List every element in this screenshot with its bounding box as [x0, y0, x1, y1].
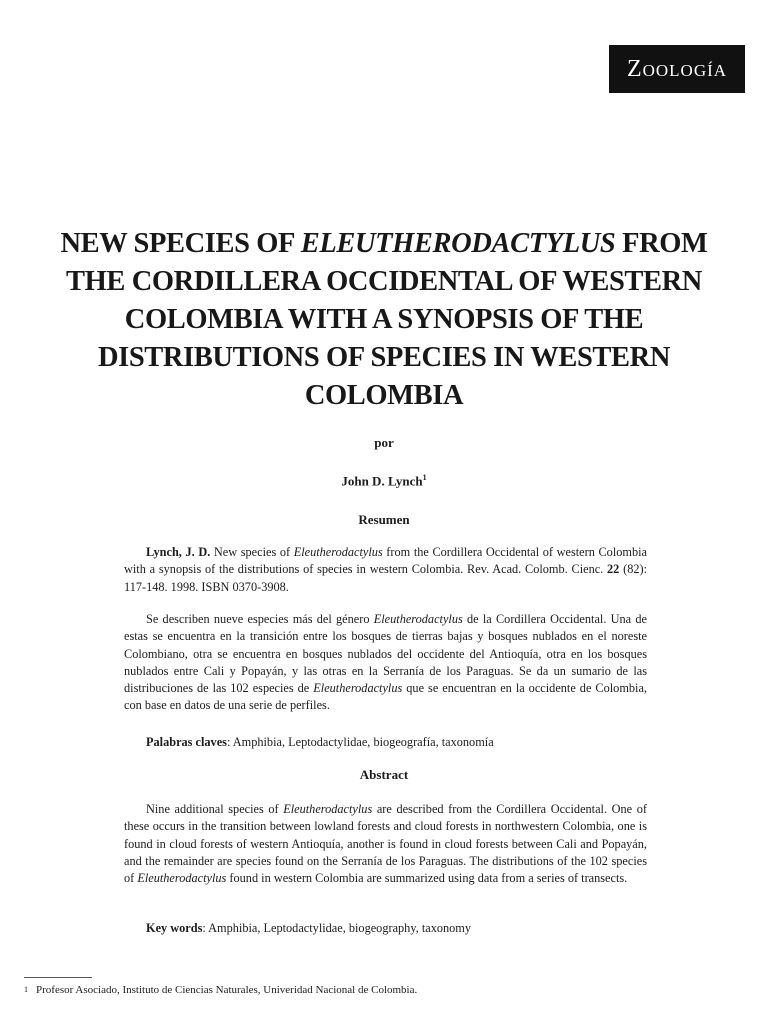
title-genus: ELEUTHERODACTYLUS — [300, 228, 616, 259]
palabras-claves — [124, 734, 647, 751]
citation-genus: Eleutherodactylus — [293, 545, 383, 559]
author-footnote-mark: 1 — [422, 473, 427, 482]
title-part-2: FROM THE CORDILLERA OCCIDENTAL OF WESTERN COLOMBIA WITH A SYNOPSIS OF THE DISTRIBUTIONS OF SPECIES IN WESTERN COLOMBIA — [66, 228, 708, 411]
citation-text-3: (82): 117-148. 1998. ISBN 0370-3908. — [124, 562, 648, 594]
key-words — [124, 920, 647, 937]
section-tag: Zoología — [609, 45, 745, 93]
abstract-heading: Abstract — [359, 767, 409, 782]
footnote — [24, 983, 417, 997]
title-part-1: NEW SPECIES OF — [60, 228, 301, 259]
citation-paragraph — [124, 544, 647, 596]
palabras-claves-list: : Amphibia, Leptodactylidae, biogeografía, taxonomía — [226, 735, 494, 749]
resumen-heading: Resumen — [358, 512, 410, 527]
resumen-genus-2: Eleutherodactylus — [313, 681, 403, 696]
author-name — [0, 473, 768, 489]
citation-text-2: from the Cordillera Occidental of western Colombia with a synopsis of the distributions of species in western Colombia. Rev. Acad. Colomb. Cienc. — [124, 545, 647, 577]
abstract-text-1: Nine additional species of — [146, 802, 284, 816]
resumen-text-3: que se encuentran en la occidente de Colombia, con base en datos de una serie de perfiles. — [124, 681, 647, 713]
key-words-label: Key words — [146, 921, 203, 935]
resumen-text-1: Se describen nueve especies más del género — [146, 612, 374, 626]
abstract-text-2: are described from the Cordillera Occidental. One of these occurs in the transition between lowland forests and cloud forests in northwestern Colombia, one is found in cloud forests of western Antioquía, another is found in cloud forests between Cali and Popayán, and the remainder are species found on the Serranía de los Paraguas. The distributions of the 102 species of — [124, 802, 647, 886]
resumen-genus-1: Eleutherodactylus — [373, 612, 463, 626]
footnote-text: Profesor Asociado, Instituto de Ciencias Naturales, Univeridad Nacional de Colombia. — [36, 984, 418, 996]
palabras-claves-label: Palabras claves — [146, 735, 227, 749]
citation-text-1: New species of — [210, 545, 294, 559]
article-title — [40, 225, 728, 415]
citation-authors: Lynch, J. D. — [146, 545, 211, 559]
footnote-mark: 1 — [24, 985, 28, 994]
resumen-paragraph — [124, 611, 647, 715]
abstract-paragraph — [124, 801, 647, 887]
abstract-genus-1: Eleutherodactylus — [283, 802, 373, 816]
citation-volume: 22 — [607, 562, 620, 577]
footnote-divider — [24, 977, 92, 978]
by-line: por — [374, 435, 394, 450]
key-words-list: : Amphibia, Leptodactylidae, biogeography, taxonomy — [202, 921, 472, 935]
resumen-text-2: de la Cordillera Occidental. Una de estas se encuentra en la transición entre los bosques de tierras bajas y bosques nublados en el noreste Colombiano, otra se encuentra en bosques nublados del occidente del Antioquía, otra en los bosques nublados entre Cali y Popayán, y las otras en la Serranía de los Paraguas. Se da un sumario de las distribuciones de las 102 especies de — [124, 612, 647, 696]
author-name-text: John D. Lynch — [341, 473, 423, 489]
abstract-genus-2: Eleutherodactylus — [137, 871, 227, 886]
abstract-text-3: found in western Colombia are summarized using data from a series of transects. — [226, 871, 628, 886]
